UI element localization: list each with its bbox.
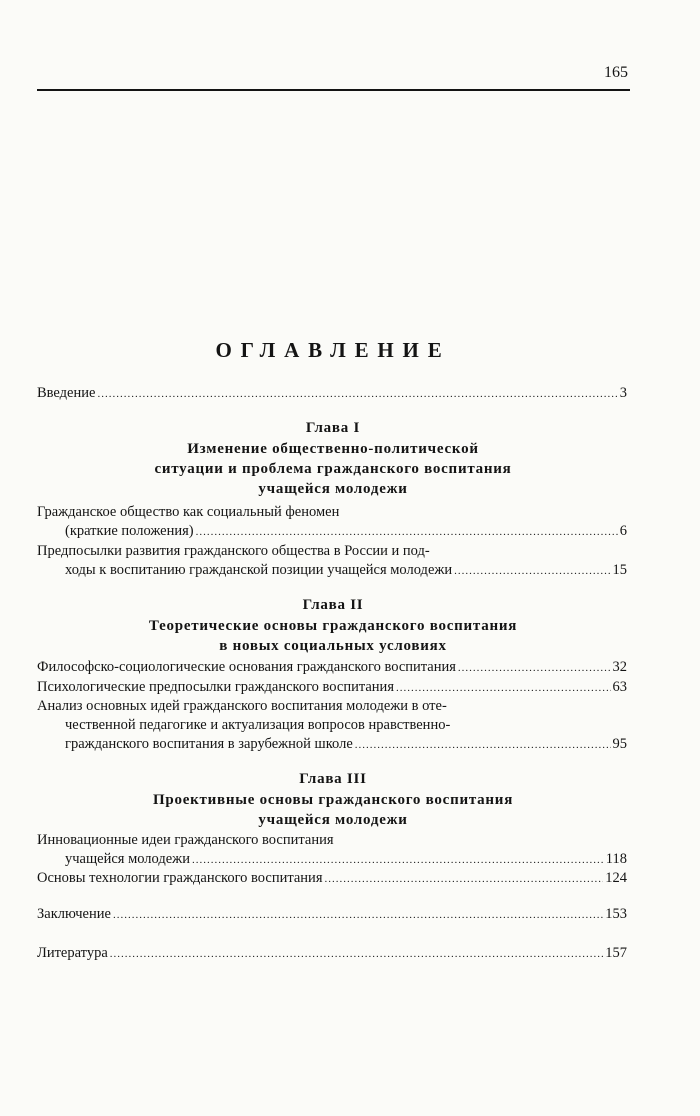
- toc-entry-2-3[interactable]: [37, 697, 627, 755]
- chapter-1-title: [0, 439, 666, 499]
- toc-entry-text-line: Основы технологии гражданского воспитания: [37, 870, 323, 886]
- toc-entry-text-line: Инновационные идеи гражданского воспитания: [37, 832, 334, 848]
- toc-entry-literature[interactable]: [37, 944, 627, 964]
- chapter-3-label: Глава III: [299, 771, 367, 787]
- toc-entry-text: Литература: [37, 945, 108, 961]
- dot-leader: [396, 679, 611, 698]
- toc-entry-text: Заключение: [37, 906, 111, 922]
- toc-entry-text-line: Психологические предпосылки гражданского воспитания: [37, 679, 394, 695]
- toc-entry-text-line: учащейся молодежи: [65, 851, 190, 867]
- toc-entry-1-2[interactable]: [37, 542, 627, 581]
- toc-entry-text-line: гражданского воспитания в зарубежной школе: [65, 736, 353, 752]
- toc-entry-page: 157: [605, 945, 627, 961]
- chapter-1-label: Глава I: [305, 420, 361, 436]
- dot-leader: [113, 906, 603, 925]
- toc-entry-conclusion[interactable]: [37, 905, 627, 925]
- toc-entry-page: 153: [605, 906, 627, 922]
- toc-entry-page: 124: [605, 870, 627, 886]
- chapter-3-title-line: Проективные основы гражданского воспитания: [152, 792, 514, 808]
- toc-entry-page: 95: [612, 736, 627, 752]
- dot-leader: [325, 870, 604, 889]
- chapter-1-title-line: учащейся молодежи: [258, 481, 408, 497]
- toc-entry-2-1[interactable]: [37, 658, 627, 678]
- toc-entry-text-line: Анализ основных идей гражданского воспитания молодежи в оте-: [37, 698, 447, 714]
- chapter-1-title-line: ситуации и проблема гражданского воспитания: [154, 461, 512, 477]
- toc-entry-text-line: Гражданское общество как социальный феномен: [37, 504, 340, 520]
- chapter-2-title-line: Теоретические основы гражданского воспитания: [148, 618, 518, 634]
- dot-leader: [192, 851, 604, 870]
- dot-leader: [458, 659, 611, 678]
- toc-entry-page: 3: [619, 385, 627, 401]
- chapter-2-title: [0, 616, 666, 656]
- toc-entry-text-line: Философско-социологические основания гражданского воспитания: [37, 659, 456, 675]
- toc-entry-text-line: чественной педагогике и актуализация вопросов нравственно-: [65, 717, 451, 733]
- chapter-2-label: Глава II: [302, 597, 364, 613]
- toc-entry-text-line: (краткие положения): [65, 523, 194, 539]
- dot-leader: [196, 523, 618, 542]
- dot-leader: [355, 736, 611, 755]
- toc-entry-page: 63: [612, 679, 627, 695]
- toc-entry-page: 32: [612, 659, 627, 675]
- dot-leader: [97, 385, 617, 404]
- toc-entry-page: 6: [619, 523, 627, 539]
- chapter-2-title-line: в новых социальных условиях: [219, 638, 447, 654]
- toc-entry-text-line: Предпосылки развития гражданского общества в России и под-: [37, 543, 430, 559]
- chapter-3-title-line: учащейся молодежи: [258, 812, 408, 828]
- toc-entry-3-1[interactable]: [37, 831, 627, 870]
- toc-entry-intro[interactable]: [37, 384, 627, 404]
- dot-leader: [110, 945, 603, 964]
- toc-entry-3-2[interactable]: [37, 869, 627, 889]
- page-number: 165: [604, 64, 628, 81]
- toc-entry-text: Введение: [37, 385, 96, 401]
- toc-title: ОГЛАВЛЕНИЕ: [215, 338, 451, 362]
- dot-leader: [454, 562, 610, 581]
- header-rule: [37, 89, 630, 91]
- toc-entry-page: 15: [612, 562, 627, 578]
- chapter-1-title-line: Изменение общественно-политической: [187, 441, 479, 457]
- toc-entry-text-line: ходы к воспитанию гражданской позиции учащейся молодежи: [65, 562, 453, 578]
- chapter-3-title: [0, 790, 666, 830]
- toc-entry-page: 118: [605, 851, 627, 867]
- toc-entry-2-2[interactable]: [37, 678, 627, 698]
- toc-entry-1-1[interactable]: [37, 503, 627, 542]
